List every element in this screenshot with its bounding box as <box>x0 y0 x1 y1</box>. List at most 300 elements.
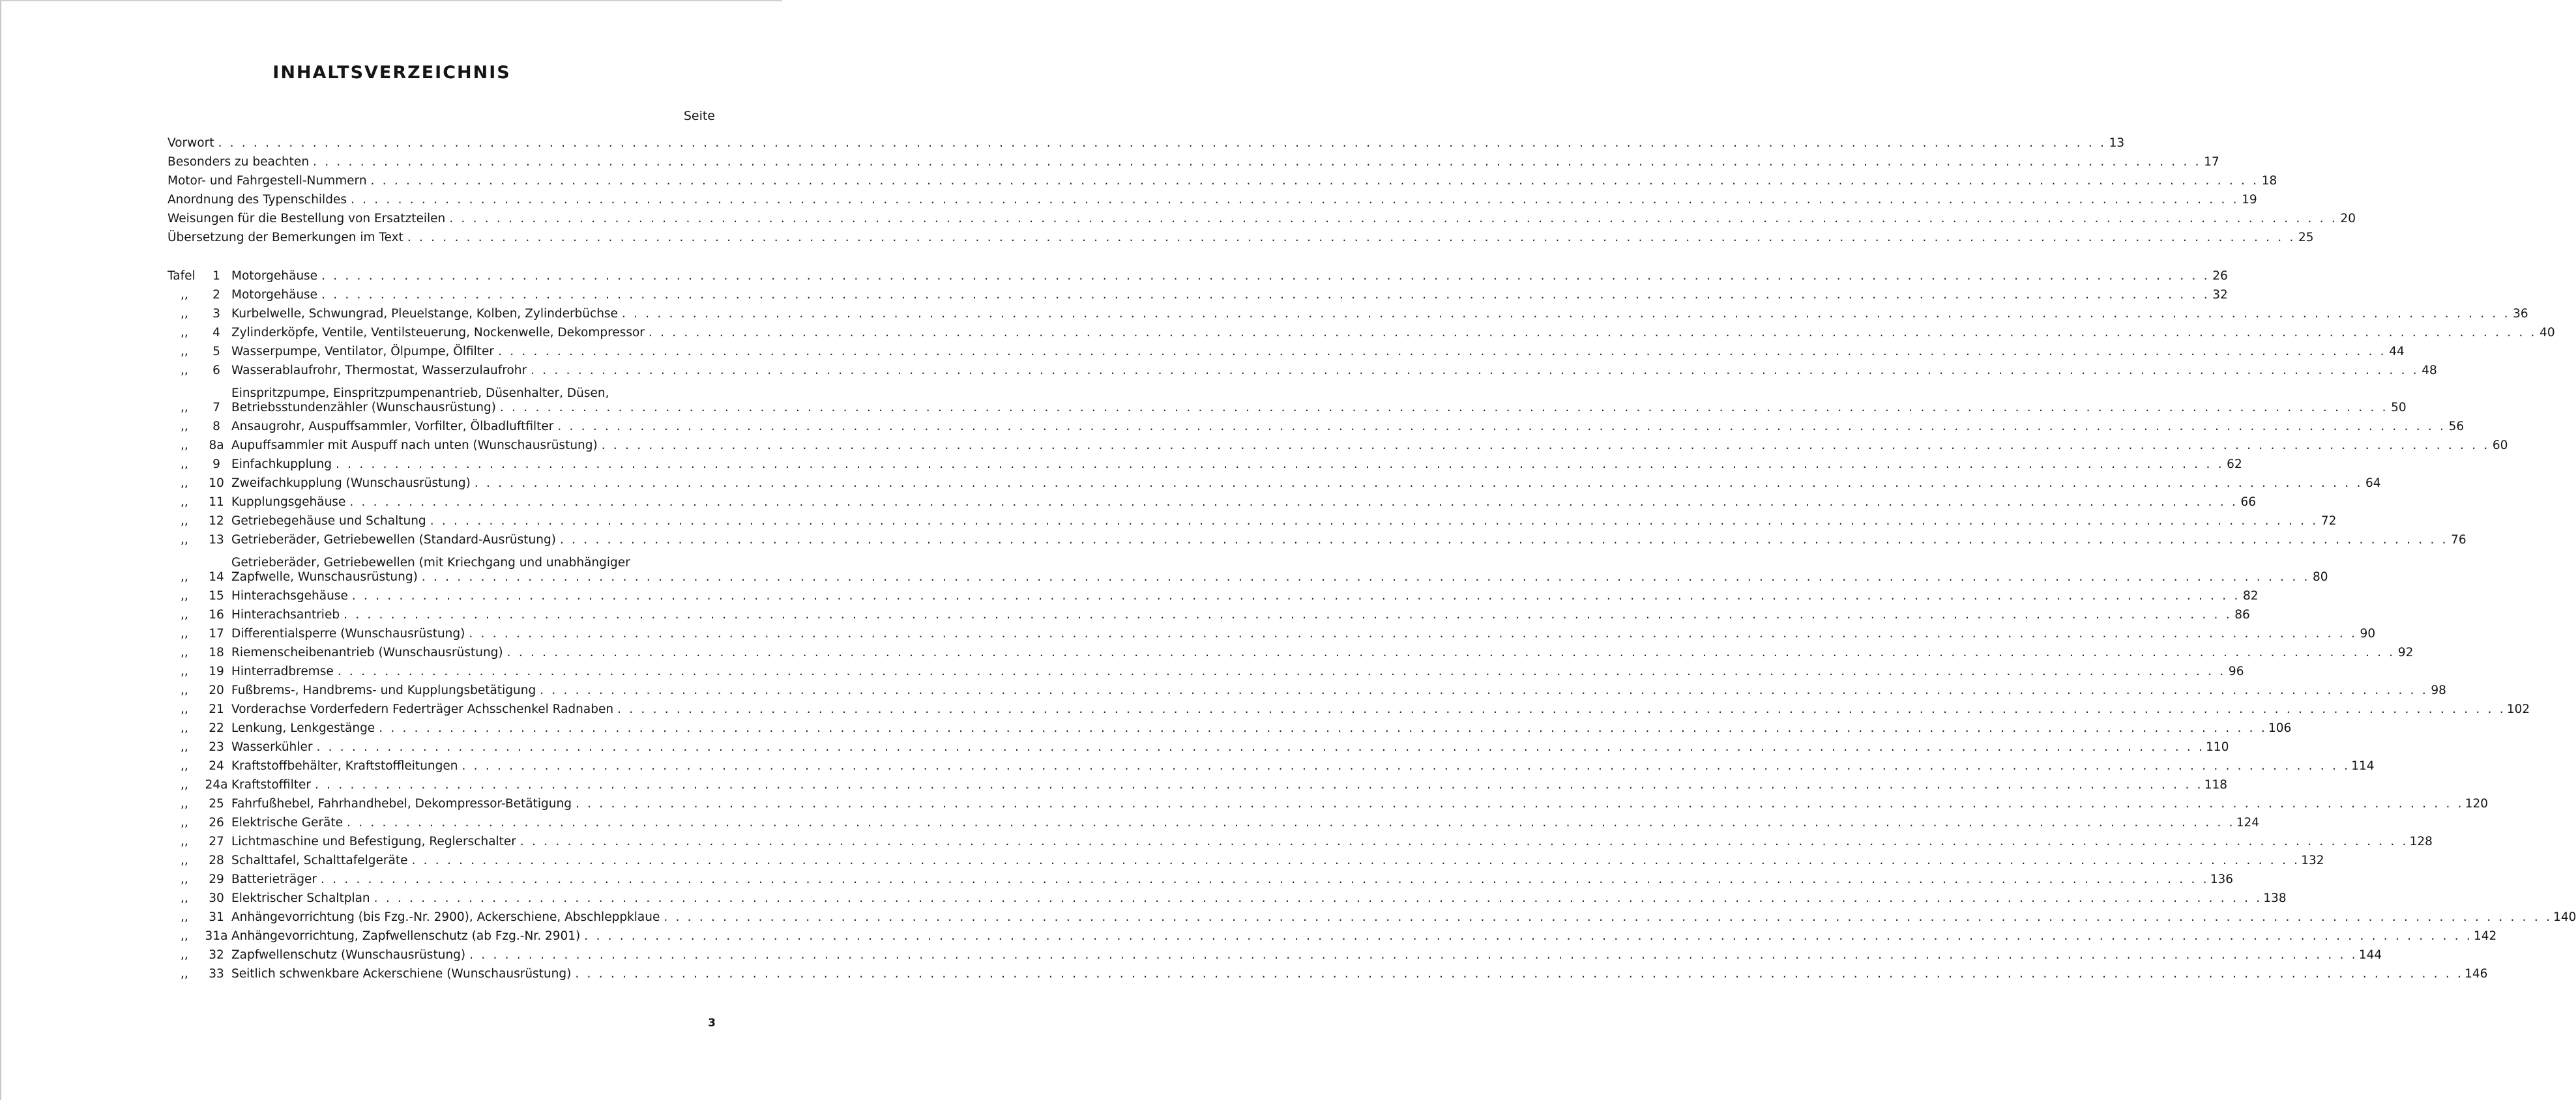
entry-page: 124 <box>2236 816 2260 830</box>
entry-line <box>168 193 2257 207</box>
toc-entry[interactable] <box>168 169 2277 188</box>
entry-title: Wasserpumpe, Ventilator, Ölpumpe, Ölfilter <box>231 345 495 358</box>
entry-title: Kraftstoffilter <box>231 778 311 792</box>
tafel-entry[interactable] <box>168 641 2414 660</box>
entry-page: 32 <box>2212 288 2228 302</box>
entry-body <box>231 891 2287 906</box>
dot-leader: . . . . . . . . . . . . . . . . . . . . . . . . . . . . . . . . . . . . . . . . . . . . . . . . . . . . . . . . . . . . . . . . . . . . . . . . . . . . . . . . . . . . . . . . . . . . . . . . . . . . . . . . . . . . . . . . . . . . . . . . . . . . . . . . . . . . . . . . . . . . . . . . . . . . . . . . . . . . . . . . <box>499 401 2388 414</box>
entry-line <box>231 910 2576 925</box>
entry-title: Elektrischer Schaltplan <box>231 891 370 905</box>
entry-title: Kraftstoffbehälter, Kraftstoffleitungen <box>231 759 458 773</box>
intro-list <box>168 132 2356 245</box>
ditto-mark: ,, <box>181 684 188 697</box>
entry-title: Lenkung, Lenkgestänge <box>231 721 375 735</box>
page-number: 3 <box>708 1017 716 1030</box>
entry-title: Getrieberäder, Getriebewellen (Standard-Ausrüstung) <box>231 533 556 547</box>
entry-line <box>231 665 2244 679</box>
tafel-number: 8a <box>209 439 224 452</box>
tafel-number: 31 <box>209 910 224 924</box>
entry-page: 114 <box>2351 759 2375 773</box>
dot-leader: . . . . . . . . . . . . . . . . . . . . . . . . . . . . . . . . . . . . . . . . . . . . . . . . . . . . . . . . . . . . . . . . . . . . . . . . . . . . . . . . . . . . . . . . . . . . . . . . . . . . . . . . . . . . . . . . . . . . . . . . . . . . . . . . . . . . . . . . . . . . . . . . . . . . . . . . . . . . . . . . <box>648 326 2537 340</box>
tafel-entry[interactable] <box>168 906 2576 925</box>
entry-title: Zylinderköpfe, Ventile, Ventilsteuerung, Nockenwelle, Dekompressor <box>231 326 645 340</box>
tafel-entry[interactable] <box>168 283 2228 302</box>
entry-page: 82 <box>2243 589 2259 603</box>
entry-title: Anordnung des Typenschildes <box>168 193 347 207</box>
tafel-number: 15 <box>209 589 224 603</box>
entry-line <box>231 364 2437 378</box>
entry-line <box>231 684 2446 698</box>
entry-body <box>231 533 2466 547</box>
dot-leader: . . . . . . . . . . . . . . . . . . . . . . . . . . . . . . . . . . . . . . . . . . . . . . . . . . . . . . . . . . . . . . . . . . . . . . . . . . . . . . . . . . . . . . . . . . . . . . . . . . . . . . . . . . . . . . . . . . . . . . . . . . . . . . . . . . . . . . . . . . . . . . . . . . . . . . . . . . . . . . . . <box>321 269 2210 283</box>
entry-page: 20 <box>2340 212 2356 225</box>
entry-title-line: Getrieberäder, Getriebewellen (mit Kriechgang und unabhängiger <box>231 556 630 570</box>
tafel-entry[interactable] <box>168 887 2287 906</box>
entry-title: Riemenscheibenantrieb (Wunschausrüstung) <box>231 646 503 659</box>
entry-body <box>231 439 2508 453</box>
ditto-mark: ,, <box>181 307 188 321</box>
ditto-mark: ,, <box>181 439 188 452</box>
tafel-entry[interactable] <box>168 660 2244 679</box>
toc-entry[interactable] <box>168 188 2257 207</box>
tafel-number: 9 <box>212 457 220 471</box>
tafel-entry[interactable] <box>168 944 2382 962</box>
tafel-number: 2 <box>212 288 220 302</box>
entry-title: Zweifachkupplung (Wunschausrüstung) <box>231 476 471 490</box>
tafel-number: 28 <box>209 854 224 867</box>
entry-line <box>231 797 2488 811</box>
entry-page: 44 <box>2389 345 2405 358</box>
entry-page: 140 <box>2553 910 2576 924</box>
entry-title: Besonders zu beachten <box>168 155 310 169</box>
entry-line <box>231 326 2555 340</box>
entry-page: 98 <box>2431 684 2446 697</box>
entry-body <box>231 307 2528 321</box>
entry-title: Kupplungsgehäuse <box>231 495 346 509</box>
dot-leader: . . . . . . . . . . . . . . . . . . . . . . . . . . . . . . . . . . . . . . . . . . . . . . . . . . . . . . . . . . . . . . . . . . . . . . . . . . . . . . . . . . . . . . . . . . . . . . . . . . . . . . . . . . . . . . . . . . . . . . . . . . . . . . . . . . . . . . . . . . . . . . . . . . . . . . . . . . . . . . . . <box>315 778 2203 792</box>
tafel-number: 18 <box>209 646 224 659</box>
entry-page: 56 <box>2448 420 2465 433</box>
tafel-entry[interactable] <box>168 453 2242 472</box>
entry-title: Vorderachse Vorderfedern Federträger Achsschenkel Radnaben <box>231 702 614 716</box>
dot-leader: . . . . . . . . . . . . . . . . . . . . . . . . . . . . . . . . . . . . . . . . . . . . . . . . . . . . . . . . . . . . . . . . . . . . . . . . . . . . . . . . . . . . . . . . . . . . . . . . . . . . . . . . . . . . . . . . . . . . . . . . . . . . . . . . . . . . . . . . . . . . . . . . . . . . . . . . . . . . . . . . <box>540 684 2428 697</box>
entry-body <box>231 386 2407 415</box>
entry-line <box>231 721 2292 736</box>
tafel-number: 25 <box>209 797 224 811</box>
entry-body <box>168 174 2277 188</box>
tafel-entry[interactable] <box>168 265 2228 283</box>
ditto-mark: ,, <box>181 740 188 754</box>
entry-line <box>231 288 2228 302</box>
tafel-number: 24 <box>209 759 224 773</box>
entry-line <box>231 929 2497 944</box>
tafel-entry[interactable] <box>168 340 2405 359</box>
ditto-mark: ,, <box>181 345 188 358</box>
tafel-number: 33 <box>209 967 224 981</box>
entry-body <box>231 873 2234 887</box>
dot-leader: . . . . . . . . . . . . . . . . . . . . . . . . . . . . . . . . . . . . . . . . . . . . . . . . . . . . . . . . . . . . . . . . . . . . . . . . . . . . . . . . . . . . . . . . . . . . . . . . . . . . . . . . . . . . . . . . . . . . . . . . . . . . . . . . . . . . . . . . . . . . . . . . . . . . . . . . . . . . . . . . <box>506 646 2395 659</box>
tafel-number: 7 <box>212 401 220 414</box>
entry-body <box>231 514 2337 528</box>
entry-title: Zapfwelle, Wunschausrüstung) <box>231 570 418 584</box>
entry-page: 142 <box>2474 929 2497 943</box>
tafel-number: 16 <box>209 608 224 622</box>
entry-body <box>231 702 2530 717</box>
entry-title: Fahrfußhebel, Fahrhandhebel, Dekompressor-Betätigung <box>231 797 572 811</box>
entry-page: 102 <box>2506 702 2530 716</box>
entry-page: 26 <box>2212 269 2228 283</box>
dot-leader: . . . . . . . . . . . . . . . . . . . . . . . . . . . . . . . . . . . . . . . . . . . . . . . . . . . . . . . . . . . . . . . . . . . . . . . . . . . . . . . . . . . . . . . . . . . . . . . . . . . . . . . . . . . . . . . . . . . . . . . . . . . . . . . . . . . . . . . . . . . . . . . . . . . . . . . . . . . . . . . . <box>337 665 2226 678</box>
entry-title-line: Einspritzpumpe, Einspritzpumpenantrieb, Düsenhalter, Düsen, <box>231 386 609 400</box>
dot-leader: . . . . . . . . . . . . . . . . . . . . . . . . . . . . . . . . . . . . . . . . . . . . . . . . . . . . . . . . . . . . . . . . . . . . . . . . . . . . . . . . . . . . . . . . . . . . . . . . . . . . . . . . . . . . . . . . . . . . . . . . . . . . . . . . . . . . . . . . . . . . . . . . . . . . . . . . . . . . . . . . <box>347 816 2235 830</box>
dot-leader: . . . . . . . . . . . . . . . . . . . . . . . . . . . . . . . . . . . . . . . . . . . . . . . . . . . . . . . . . . . . . . . . . . . . . . . . . . . . . . . . . . . . . . . . . . . . . . . . . . . . . . . . . . . . . . . . . . . . . . . . . . . . . . . . . . . . . . . . . . . . . . . . . . . . . . . . . . . . . . . . <box>370 174 2259 188</box>
entry-page: 19 <box>2242 193 2257 207</box>
entry-body <box>231 684 2446 698</box>
tafel-number: 26 <box>209 816 224 830</box>
dot-leader: . . . . . . . . . . . . . . . . . . . . . . . . . . . . . . . . . . . . . . . . . . . . . . . . . . . . . . . . . . . . . . . . . . . . . . . . . . . . . . . . . . . . . . . . . . . . . . . . . . . . . . . . . . . . . . . . . . . . . . . . . . . . . . . . . . . . . . . . . . . . . . . . . . . . . . . . . . . . . . . . <box>344 608 2232 622</box>
tafel-number: 3 <box>212 307 220 321</box>
tafel-entry[interactable] <box>168 434 2508 453</box>
tafel-list <box>168 265 2576 981</box>
entry-line <box>231 608 2250 622</box>
tafel-entry[interactable] <box>168 510 2337 528</box>
entry-body <box>231 589 2259 603</box>
dot-leader: . . . . . . . . . . . . . . . . . . . . . . . . . . . . . . . . . . . . . . . . . . . . . . . . . . . . . . . . . . . . . . . . . . . . . . . . . . . . . . . . . . . . . . . . . . . . . . . . . . . . . . . . . . . . . . . . . . . . . . . . . . . . . . . . . . . . . . . . . . . . . . . . . . . . . . . . . . . . . . . . <box>336 457 2224 471</box>
ditto-mark: ,, <box>181 759 188 773</box>
tafel-number: 4 <box>212 326 220 340</box>
entry-title: Einfachkupplung <box>231 457 332 471</box>
tafel-number: 14 <box>209 570 224 584</box>
toc-entry[interactable] <box>168 226 2314 245</box>
entry-page: 17 <box>2204 155 2219 169</box>
tafel-number: 23 <box>209 740 224 754</box>
entry-page: 62 <box>2227 457 2242 471</box>
entry-title: Hinterachsgehäuse <box>231 589 348 603</box>
entry-page: 106 <box>2268 721 2292 735</box>
entry-body <box>231 797 2488 811</box>
entry-line <box>231 420 2465 434</box>
dot-leader: . . . . . . . . . . . . . . . . . . . . . . . . . . . . . . . . . . . . . . . . . . . . . . . . . . . . . . . . . . . . . . . . . . . . . . . . . . . . . . . . . . . . . . . . . . . . . . . . . . . . . . . . . . . . . . . . . . . . . . . . . . . . . . . . . . . . . . . . . . . . . . . . . . . . . . . . . . . . . . . . <box>407 231 2296 244</box>
ditto-mark: ,, <box>181 702 188 716</box>
ditto-mark: ,, <box>181 533 188 547</box>
entry-page: 110 <box>2206 740 2229 754</box>
entry-body <box>231 556 2328 585</box>
dot-leader: . . . . . . . . . . . . . . . . . . . . . . . . . . . . . . . . . . . . . . . . . . . . . . . . . . . . . . . . . . . . . . . . . . . . . . . . . . . . . . . . . . . . . . . . . . . . . . . . . . . . . . . . . . . . . . . . . . . . . . . . . . . . . . . . . . . . . . . . . . . . . . . . . . . . . . . . . . . . . . . . <box>449 212 2337 225</box>
entry-body <box>231 420 2465 434</box>
entry-page: 118 <box>2204 778 2228 792</box>
ditto-mark: ,, <box>181 326 188 340</box>
entry-line <box>231 948 2382 962</box>
ditto-mark: ,, <box>181 797 188 811</box>
tafel-number: 22 <box>209 721 224 735</box>
tafel-number: 17 <box>209 627 224 641</box>
tafel-number: 29 <box>209 873 224 886</box>
dot-leader: . . . . . . . . . . . . . . . . . . . . . . . . . . . . . . . . . . . . . . . . . . . . . . . . . . . . . . . . . . . . . . . . . . . . . . . . . . . . . . . . . . . . . . . . . . . . . . . . . . . . . . . . . . . . . . . . . . . . . . . . . . . . . . . . . . . . . . . . . . . . . . . . . . . . . . . . . . . . . . . . <box>601 439 2490 452</box>
dot-leader: . . . . . . . . . . . . . . . . . . . . . . . . . . . . . . . . . . . . . . . . . . . . . . . . . . . . . . . . . . . . . . . . . . . . . . . . . . . . . . . . . . . . . . . . . . . . . . . . . . . . . . . . . . . . . . . . . . . . . . . . . . . . . . . . . . . . . . . . . . . . . . . . . . . . . . . . . . . . . . . . <box>557 420 2446 433</box>
ditto-mark: ,, <box>181 816 188 830</box>
toc-entry[interactable] <box>168 132 2125 151</box>
entry-title: Hinterradbremse <box>231 665 334 678</box>
entry-page: 144 <box>2358 948 2382 962</box>
entry-line <box>168 231 2314 245</box>
tafel-entry[interactable] <box>168 698 2530 717</box>
entry-body <box>168 155 2219 169</box>
entry-line <box>231 476 2381 491</box>
tafel-entry[interactable] <box>168 302 2528 321</box>
entry-line <box>231 570 2328 585</box>
tafel-number: 1 <box>212 269 220 283</box>
entry-title: Seitlich schwenkbare Ackerschiene (Wunschausrüstung) <box>231 967 572 981</box>
ditto-mark: ,, <box>181 288 188 302</box>
toc-entry[interactable] <box>168 207 2356 226</box>
tafel-entry[interactable] <box>168 755 2375 774</box>
tafel-entry[interactable] <box>168 528 2466 547</box>
tafel-entry[interactable] <box>168 925 2497 944</box>
entry-body <box>231 948 2382 962</box>
tafel-number: 11 <box>209 495 224 509</box>
dot-leader: . . . . . . . . . . . . . . . . . . . . . . . . . . . . . . . . . . . . . . . . . . . . . . . . . . . . . . . . . . . . . . . . . . . . . . . . . . . . . . . . . . . . . . . . . . . . . . . . . . . . . . . . . . . . . . . . . . . . . . . . . . . . . . . . . . . . . . . . . . . . . . . . . . . . . . . . . . . . . . . . <box>349 495 2238 509</box>
tafel-number: 30 <box>209 891 224 905</box>
tafel-entry[interactable] <box>168 792 2488 811</box>
entry-page: 40 <box>2539 326 2555 340</box>
dot-leader: . . . . . . . . . . . . . . . . . . . . . . . . . . . . . . . . . . . . . . . . . . . . . . . . . . . . . . . . . . . . . . . . . . . . . . . . . . . . . . . . . . . . . . . . . . . . . . . . . . . . . . . . . . . . . . . . . . . . . . . . . . . . . . . . . . . . . . . . . . . . . . . . . . . . . . . . . . . . . . . . <box>559 533 2448 547</box>
entry-title: Anhängevorrichtung, Zapfwellenschutz (ab Fzg.-Nr. 2901) <box>231 929 581 943</box>
entry-title: Wasserablaufrohr, Thermostat, Wasserzulaufrohr <box>231 364 527 377</box>
ditto-mark: ,, <box>181 891 188 905</box>
tafel-number: 5 <box>212 345 220 358</box>
ditto-mark: ,, <box>181 364 188 377</box>
tafel-entry[interactable] <box>168 472 2381 491</box>
entry-body <box>231 326 2555 340</box>
dot-leader: . . . . . . . . . . . . . . . . . . . . . . . . . . . . . . . . . . . . . . . . . . . . . . . . . . . . . . . . . . . . . . . . . . . . . . . . . . . . . . . . . . . . . . . . . . . . . . . . . . . . . . . . . . . . . . . . . . . . . . . . . . . . . . . . . . . . . . . . . . . . . . . . . . . . . . . . . . . . . . . . <box>411 854 2300 867</box>
tafel-number: 32 <box>209 948 224 962</box>
tafel-entry[interactable] <box>168 811 2260 830</box>
entry-line <box>231 835 2433 849</box>
page-column-header: Seite <box>683 109 715 123</box>
entry-line <box>231 740 2229 755</box>
entry-body <box>231 627 2376 641</box>
entry-line <box>231 891 2287 906</box>
toc-entry[interactable] <box>168 151 2219 169</box>
ditto-mark: ,, <box>181 627 188 641</box>
dot-leader: . . . . . . . . . . . . . . . . . . . . . . . . . . . . . . . . . . . . . . . . . . . . . . . . . . . . . . . . . . . . . . . . . . . . . . . . . . . . . . . . . . . . . . . . . . . . . . . . . . . . . . . . . . . . . . . . . . . . . . . . . . . . . . . . . . . . . . . . . . . . . . . . . . . . . . . . . . . . . . . . <box>474 476 2363 490</box>
entry-page: 128 <box>2409 835 2433 848</box>
entry-line <box>231 514 2337 528</box>
tafel-number: 13 <box>209 533 224 547</box>
dot-leader: . . . . . . . . . . . . . . . . . . . . . . . . . . . . . . . . . . . . . . . . . . . . . . . . . . . . . . . . . . . . . . . . . . . . . . . . . . . . . . . . . . . . . . . . . . . . . . . . . . . . . . . . . . . . . . . . . . . . . . . . . . . . . . . . . . . . . . . . . . . . . . . . . . . . . . . . . . . . . . . . <box>373 891 2262 905</box>
ditto-mark: ,, <box>181 608 188 622</box>
tafel-number: 27 <box>209 835 224 848</box>
tafel-entry[interactable] <box>168 378 2407 415</box>
dot-leader: . . . . . . . . . . . . . . . . . . . . . . . . . . . . . . . . . . . . . . . . . . . . . . . . . . . . . . . . . . . . . . . . . . . . . . . . . . . . . . . . . . . . . . . . . . . . . . . . . . . . . . . . . . . . . . . . . . . . . . . . . . . . . . . . . . . . . . . . . . . . . . . . . . . . . . . . . . . . . . . . <box>320 873 2209 886</box>
entry-page: 90 <box>2360 627 2376 641</box>
tafel-number: 10 <box>209 476 224 490</box>
dot-leader: . . . . . . . . . . . . . . . . . . . . . . . . . . . . . . . . . . . . . . . . . . . . . . . . . . . . . . . . . . . . . . . . . . . . . . . . . . . . . . . . . . . . . . . . . . . . . . . . . . . . . . . . . . . . . . . . . . . . . . . . . . . . . . . . . . . . . . . . . . . . . . . . . . . . . . . . . . . . . . . . <box>575 967 2464 981</box>
entry-page: 64 <box>2365 476 2381 490</box>
tafel-entry[interactable] <box>168 774 2228 792</box>
entry-body <box>231 721 2292 736</box>
entry-line <box>231 627 2376 641</box>
dot-leader: . . . . . . . . . . . . . . . . . . . . . . . . . . . . . . . . . . . . . . . . . . . . . . . . . . . . . . . . . . . . . . . . . . . . . . . . . . . . . . . . . . . . . . . . . . . . . . . . . . . . . . . . . . . . . . . . . . . . . . . . . . . . . . . . . . . . . . . . . . . . . . . . . . . . . . . . . . . . . . . . <box>531 364 2419 377</box>
ditto-mark: ,, <box>181 589 188 603</box>
tafel-number: 31a <box>205 929 228 943</box>
entry-title: Weisungen für die Bestellung von Ersatzteilen <box>168 212 446 225</box>
ditto-mark: ,, <box>181 514 188 528</box>
ditto-mark: ,, <box>181 420 188 433</box>
tafel-entry[interactable] <box>168 868 2234 887</box>
tafel-entry[interactable] <box>168 830 2433 849</box>
entry-line <box>231 533 2466 547</box>
ditto-mark: ,, <box>181 778 188 792</box>
entry-body <box>231 646 2414 660</box>
ditto-mark: ,, <box>181 910 188 924</box>
dot-leader: . . . . . . . . . . . . . . . . . . . . . . . . . . . . . . . . . . . . . . . . . . . . . . . . . . . . . . . . . . . . . . . . . . . . . . . . . . . . . . . . . . . . . . . . . . . . . . . . . . . . . . . . . . . . . . . . . . . . . . . . . . . . . . . . . . . . . . . . . . . . . . . . . . . . . . . . . . . . . . . . <box>664 910 2553 924</box>
entry-body <box>231 967 2488 981</box>
dot-leader: . . . . . . . . . . . . . . . . . . . . . . . . . . . . . . . . . . . . . . . . . . . . . . . . . . . . . . . . . . . . . . . . . . . . . . . . . . . . . . . . . . . . . . . . . . . . . . . . . . . . . . . . . . . . . . . . . . . . . . . . . . . . . . . . . . . . . . . . . . . . . . . . . . . . . . . . . . . . . . . . <box>520 835 2408 848</box>
ditto-mark: ,, <box>181 646 188 659</box>
page-title: INHALTSVERZEICHNIS <box>272 63 511 83</box>
ditto-mark: ,, <box>181 967 188 981</box>
tafel-entry[interactable] <box>168 717 2292 736</box>
dot-leader: . . . . . . . . . . . . . . . . . . . . . . . . . . . . . . . . . . . . . . . . . . . . . . . . . . . . . . . . . . . . . . . . . . . . . . . . . . . . . . . . . . . . . . . . . . . . . . . . . . . . . . . . . . . . . . . . . . . . . . . . . . . . . . . . . . . . . . . . . . . . . . . . . . . . . . . . . . . . . . . . <box>621 307 2510 321</box>
tafel-entry[interactable] <box>168 849 2324 868</box>
dot-leader: . . . . . . . . . . . . . . . . . . . . . . . . . . . . . . . . . . . . . . . . . . . . . . . . . . . . . . . . . . . . . . . . . . . . . . . . . . . . . . . . . . . . . . . . . . . . . . . . . . . . . . . . . . . . . . . . . . . . . . . . . . . . . . . . . . . . . . . . . . . . . . . . . . . . . . . . . . . . . . . . <box>469 948 2358 962</box>
tafel-entry[interactable] <box>168 359 2437 378</box>
ditto-mark: ,, <box>181 929 188 943</box>
dot-leader: . . . . . . . . . . . . . . . . . . . . . . . . . . . . . . . . . . . . . . . . . . . . . . . . . . . . . . . . . . . . . . . . . . . . . . . . . . . . . . . . . . . . . . . . . . . . . . . . . . . . . . . . . . . . . . . . . . . . . . . . . . . . . . . . . . . . . . . . . . . . . . . . . . . . . . . . . . . . . . . . <box>316 740 2205 754</box>
entry-title: Getriebegehäuse und Schaltung <box>231 514 426 528</box>
entry-line <box>231 816 2260 830</box>
entry-body <box>231 929 2497 944</box>
entry-page: 80 <box>2313 570 2328 584</box>
entry-body <box>231 495 2257 510</box>
ditto-mark: ,, <box>181 570 188 584</box>
entry-line <box>231 495 2257 510</box>
entry-page: 120 <box>2465 797 2488 811</box>
entry-line <box>231 401 2407 415</box>
entry-title: Motorgehäuse <box>231 269 318 283</box>
entry-page: 13 <box>2109 136 2125 150</box>
tafel-entry[interactable] <box>168 415 2465 434</box>
dot-leader: . . . . . . . . . . . . . . . . . . . . . . . . . . . . . . . . . . . . . . . . . . . . . . . . . . . . . . . . . . . . . . . . . . . . . . . . . . . . . . . . . . . . . . . . . . . . . . . . . . . . . . . . . . . . . . . . . . . . . . . . . . . . . . . . . . . . . . . . . . . . . . . . . . . . . . . . . . . . . . . . <box>218 136 2107 150</box>
entry-body <box>231 364 2437 378</box>
entry-line <box>231 307 2528 321</box>
tafel-number: 21 <box>209 702 224 716</box>
entry-title: Aupuffsammler mit Auspuff nach unten (Wunschausrüstung) <box>231 439 598 452</box>
entry-body <box>231 854 2324 868</box>
entry-page: 76 <box>2451 533 2466 547</box>
entry-title: Kurbelwelle, Schwungrad, Pleuelstange, Kolben, Zylinderbüchse <box>231 307 618 321</box>
entry-body <box>231 288 2228 302</box>
entry-page: 92 <box>2397 646 2414 659</box>
entry-body <box>168 231 2314 245</box>
entry-line <box>168 136 2125 151</box>
entry-title: Batterieträger <box>231 873 317 886</box>
entry-body <box>231 476 2381 491</box>
entry-line <box>231 589 2259 603</box>
dot-leader: . . . . . . . . . . . . . . . . . . . . . . . . . . . . . . . . . . . . . . . . . . . . . . . . . . . . . . . . . . . . . . . . . . . . . . . . . . . . . . . . . . . . . . . . . . . . . . . . . . . . . . . . . . . . . . . . . . . . . . . . . . . . . . . . . . . . . . . . . . . . . . . . . . . . . . . . . . . . . . . . <box>575 797 2464 811</box>
entry-body <box>231 345 2405 359</box>
entry-body <box>231 665 2244 679</box>
tafel-number: 12 <box>209 514 224 528</box>
entry-line <box>168 212 2356 226</box>
tafel-entry[interactable] <box>168 622 2376 641</box>
entry-page: 136 <box>2210 873 2234 886</box>
ditto-mark: ,, <box>181 476 188 490</box>
ditto-mark: ,, <box>181 873 188 886</box>
dot-leader: . . . . . . . . . . . . . . . . . . . . . . . . . . . . . . . . . . . . . . . . . . . . . . . . . . . . . . . . . . . . . . . . . . . . . . . . . . . . . . . . . . . . . . . . . . . . . . . . . . . . . . . . . . . . . . . . . . . . . . . . . . . . . . . . . . . . . . . . . . . . . . . . . . . . . . . . . . . . . . . . <box>469 627 2358 641</box>
entry-body <box>231 759 2375 774</box>
ditto-mark: ,, <box>181 835 188 848</box>
entry-line <box>168 155 2219 169</box>
entry-page: 146 <box>2465 967 2488 981</box>
tafel-label: Tafel <box>168 269 196 283</box>
tafel-entry[interactable] <box>168 679 2446 698</box>
entry-title: Lichtmaschine und Befestigung, Reglerschalter <box>231 835 516 848</box>
ditto-mark: ,, <box>181 665 188 678</box>
entry-line <box>168 174 2277 188</box>
entry-line <box>231 854 2324 868</box>
entry-body <box>168 193 2257 207</box>
dot-leader: . . . . . . . . . . . . . . . . . . . . . . . . . . . . . . . . . . . . . . . . . . . . . . . . . . . . . . . . . . . . . . . . . . . . . . . . . . . . . . . . . . . . . . . . . . . . . . . . . . . . . . . . . . . . . . . . . . . . . . . . . . . . . . . . . . . . . . . . . . . . . . . . . . . . . . . . . . . . . . . . <box>421 570 2310 584</box>
dot-leader: . . . . . . . . . . . . . . . . . . . . . . . . . . . . . . . . . . . . . . . . . . . . . . . . . . . . . . . . . . . . . . . . . . . . . . . . . . . . . . . . . . . . . . . . . . . . . . . . . . . . . . . . . . . . . . . . . . . . . . . . . . . . . . . . . . . . . . . . . . . . . . . . . . . . . . . . . . . . . . . . <box>584 929 2472 943</box>
tafel-entry[interactable] <box>168 603 2250 622</box>
entry-title: Schalttafel, Schalttafelgeräte <box>231 854 408 867</box>
entry-line <box>231 778 2228 792</box>
ditto-mark: ,, <box>181 401 188 414</box>
tafel-number: 24a <box>205 778 228 792</box>
entry-title: Ansaugrohr, Auspuffsammler, Vorfilter, Ölbadluftfilter <box>231 420 554 433</box>
entry-title: Fußbrems-, Handbrems- und Kupplungsbetätigung <box>231 684 536 697</box>
entry-title: Motorgehäuse <box>231 288 318 302</box>
entry-body <box>231 457 2242 472</box>
entry-line <box>231 873 2234 887</box>
tafel-number: 8 <box>212 420 220 433</box>
tafel-entry[interactable] <box>168 962 2488 981</box>
ditto-mark: ,, <box>181 457 188 471</box>
entry-body <box>231 608 2250 622</box>
tafel-entry[interactable] <box>168 736 2229 755</box>
entry-body <box>231 778 2228 792</box>
entry-page: 132 <box>2301 854 2324 867</box>
entry-title: Zapfwellenschutz (Wunschausrüstung) <box>231 948 466 962</box>
tafel-entry[interactable] <box>168 321 2555 340</box>
tafel-number: 6 <box>212 364 220 377</box>
entry-body <box>231 269 2228 283</box>
entry-page: 60 <box>2492 439 2508 452</box>
entry-page: 66 <box>2240 495 2257 509</box>
entry-page: 36 <box>2513 307 2528 321</box>
tafel-entry[interactable] <box>168 585 2259 603</box>
ditto-mark: ,, <box>181 948 188 962</box>
entry-title: Wasserkühler <box>231 740 313 754</box>
dot-leader: . . . . . . . . . . . . . . . . . . . . . . . . . . . . . . . . . . . . . . . . . . . . . . . . . . . . . . . . . . . . . . . . . . . . . . . . . . . . . . . . . . . . . . . . . . . . . . . . . . . . . . . . . . . . . . . . . . . . . . . . . . . . . . . . . . . . . . . . . . . . . . . . . . . . . . . . . . . . . . . . <box>430 514 2319 528</box>
entry-title: Motor- und Fahrgestell-Nummern <box>168 174 367 188</box>
entry-body <box>168 212 2356 226</box>
tafel-entry[interactable] <box>168 491 2257 510</box>
entry-page: 96 <box>2228 665 2244 678</box>
dot-leader: . . . . . . . . . . . . . . . . . . . . . . . . . . . . . . . . . . . . . . . . . . . . . . . . . . . . . . . . . . . . . . . . . . . . . . . . . . . . . . . . . . . . . . . . . . . . . . . . . . . . . . . . . . . . . . . . . . . . . . . . . . . . . . . . . . . . . . . . . . . . . . . . . . . . . . . . . . . . . . . . <box>321 288 2210 302</box>
dot-leader: . . . . . . . . . . . . . . . . . . . . . . . . . . . . . . . . . . . . . . . . . . . . . . . . . . . . . . . . . . . . . . . . . . . . . . . . . . . . . . . . . . . . . . . . . . . . . . . . . . . . . . . . . . . . . . . . . . . . . . . . . . . . . . . . . . . . . . . . . . . . . . . . . . . . . . . . . . . . . . . . <box>498 345 2386 358</box>
entry-page: 50 <box>2391 401 2407 414</box>
entry-body <box>231 816 2260 830</box>
entry-line <box>231 759 2375 774</box>
tafel-entry[interactable] <box>168 547 2328 585</box>
entry-body <box>231 910 2576 925</box>
entry-page: 138 <box>2263 891 2287 905</box>
dot-leader: . . . . . . . . . . . . . . . . . . . . . . . . . . . . . . . . . . . . . . . . . . . . . . . . . . . . . . . . . . . . . . . . . . . . . . . . . . . . . . . . . . . . . . . . . . . . . . . . . . . . . . . . . . . . . . . . . . . . . . . . . . . . . . . . . . . . . . . . . . . . . . . . . . . . . . . . . . . . . . . . <box>350 193 2239 207</box>
tafel-number: 20 <box>209 684 224 697</box>
